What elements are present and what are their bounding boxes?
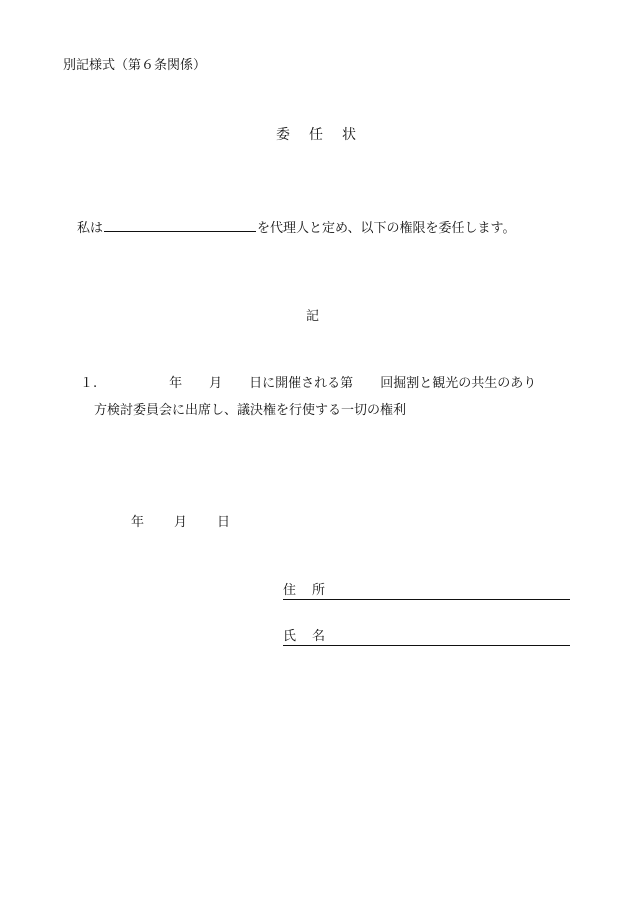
date-day-unit: 日 [217, 515, 231, 530]
date-year-unit: 年 [131, 515, 145, 530]
document-title [276, 126, 356, 144]
date-month-unit: 月 [174, 515, 188, 530]
title-char-2: 任 [309, 127, 323, 143]
address-field[interactable] [283, 583, 570, 600]
address-row [283, 583, 570, 600]
title-char-3: 状 [342, 127, 356, 143]
item-1-continuation: 方検討委員会に出席し、議決権を行使する一切の権利 [94, 403, 407, 418]
date-line [131, 515, 230, 531]
name-label-2: 名 [312, 629, 326, 644]
address-label-1: 住 [283, 583, 297, 598]
delegation-prefix: 私は [77, 221, 104, 236]
title-char-1: 委 [276, 127, 290, 143]
name-field[interactable] [283, 629, 570, 646]
item-1 [80, 376, 536, 392]
item-1-day-text: 日に開催される第 [249, 376, 354, 391]
delegation-suffix: を代理人と定め、以下の権限を委任します。 [257, 221, 516, 236]
name-row [283, 629, 570, 646]
address-label-2: 所 [312, 583, 326, 598]
agent-name-blank[interactable] [104, 217, 256, 232]
item-1-text-after: 回掘割と観光の共生のあり [380, 376, 537, 391]
ki-heading: 記 [306, 309, 320, 324]
name-label-1: 氏 [283, 629, 297, 644]
item-1-number: １. [80, 376, 98, 391]
item-1-year-unit: 年 [169, 376, 183, 391]
delegation-statement [77, 217, 515, 237]
item-1-month-unit: 月 [209, 376, 223, 391]
form-label: 別記様式（第６条関係） [63, 58, 207, 73]
